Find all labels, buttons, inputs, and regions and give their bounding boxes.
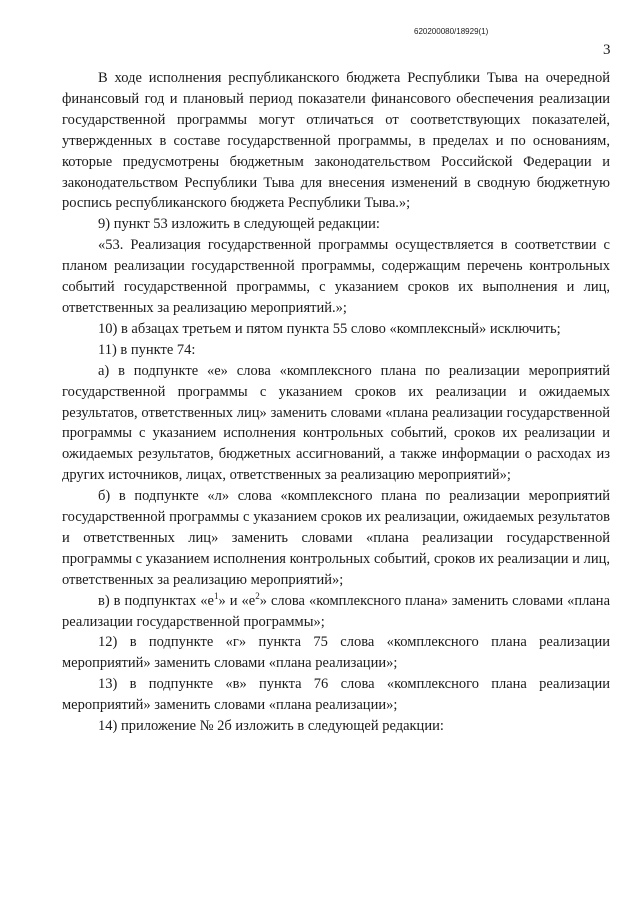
paragraph-item-11-b: б) в подпункте «л» слова «комплексного плана по реализации мероприятий государственной программы с указанием сроков их реализации, ожидаемых результатов и ответственных лиц» заменить словами «плана реализации государственной программы с указанием исполнения контрольных событий, сроков их реализации и лиц, ответственных за реализацию мероприятий»; <box>62 488 610 588</box>
paragraph-item-11-v <box>62 591 610 633</box>
paragraph-item-9: 9) пункт 53 изложить в следующей редакции: <box>98 216 380 233</box>
paragraph-item-12: 12) в подпункте «г» пункта 75 слова «комплексного плана реализации мероприятий» заменить словами «плана реализации»; <box>62 634 610 672</box>
page-number: 3 <box>603 42 611 58</box>
paragraph-item-53: «53. Реализация государственной программы осуществляется в соответствии с планом реализации государственной программы, содержащим перечень контрольных событий государственной программы, с указанием сроков их выполнения и лиц, ответственных за реализацию мероприятий.»; <box>62 237 610 316</box>
paragraph-budget-execution: В ходе исполнения республиканского бюджета Республики Тыва на очередной финансовый год и плановый период показатели финансового обеспечения реализации государственной программы могут отличаться от соответствующих показателей, утвержденных в составе государственной программы, в пределах и по основаниям, которые предусмотрены бюджетным законодательством Российской Федерации и законодательством Республики Тыва для внесения изменений в сводную бюджетную роспись республиканского бюджета Республики Тыва.»; <box>62 70 610 212</box>
item-v-middle: » и «е <box>218 592 256 609</box>
item-v-end: » слова «комплексного плана» заменить словами «плана реализации государственной программы»; <box>62 592 610 630</box>
paragraph-item-14: 14) приложение № 2б изложить в следующей редакции: <box>98 718 444 735</box>
document-code: 620200080/18929(1) <box>414 27 489 36</box>
paragraph-item-13: 13) в подпункте «в» пункта 76 слова «комплексного плана реализации мероприятий» заменить словами «плана реализации»; <box>62 676 610 714</box>
item-v-start: в) в подпунктах «е <box>98 592 214 609</box>
paragraph-item-11: 11) в пункте 74: <box>98 341 196 358</box>
superscript-1: 1 <box>214 590 219 601</box>
superscript-2: 2 <box>255 590 260 601</box>
paragraph-item-11-a: а) в подпункте «е» слова «комплексного плана по реализации мероприятий государственной программы с указанием сроков их реализации и ожидаемых результатов, ответственных лиц» заменить словами «плана реализации государственной программы с указанием исполнения контрольных событий, сроков их реализации и ожидаемых результатов, бюджетных ассигнований, а также информации о расходах из других источников, лицах, ответственных за реализацию мероприятий»; <box>62 362 610 484</box>
paragraph-item-10: 10) в абзацах третьем и пятом пункта 55 слово «комплексный» исключить; <box>98 320 561 337</box>
document-body <box>62 68 610 737</box>
